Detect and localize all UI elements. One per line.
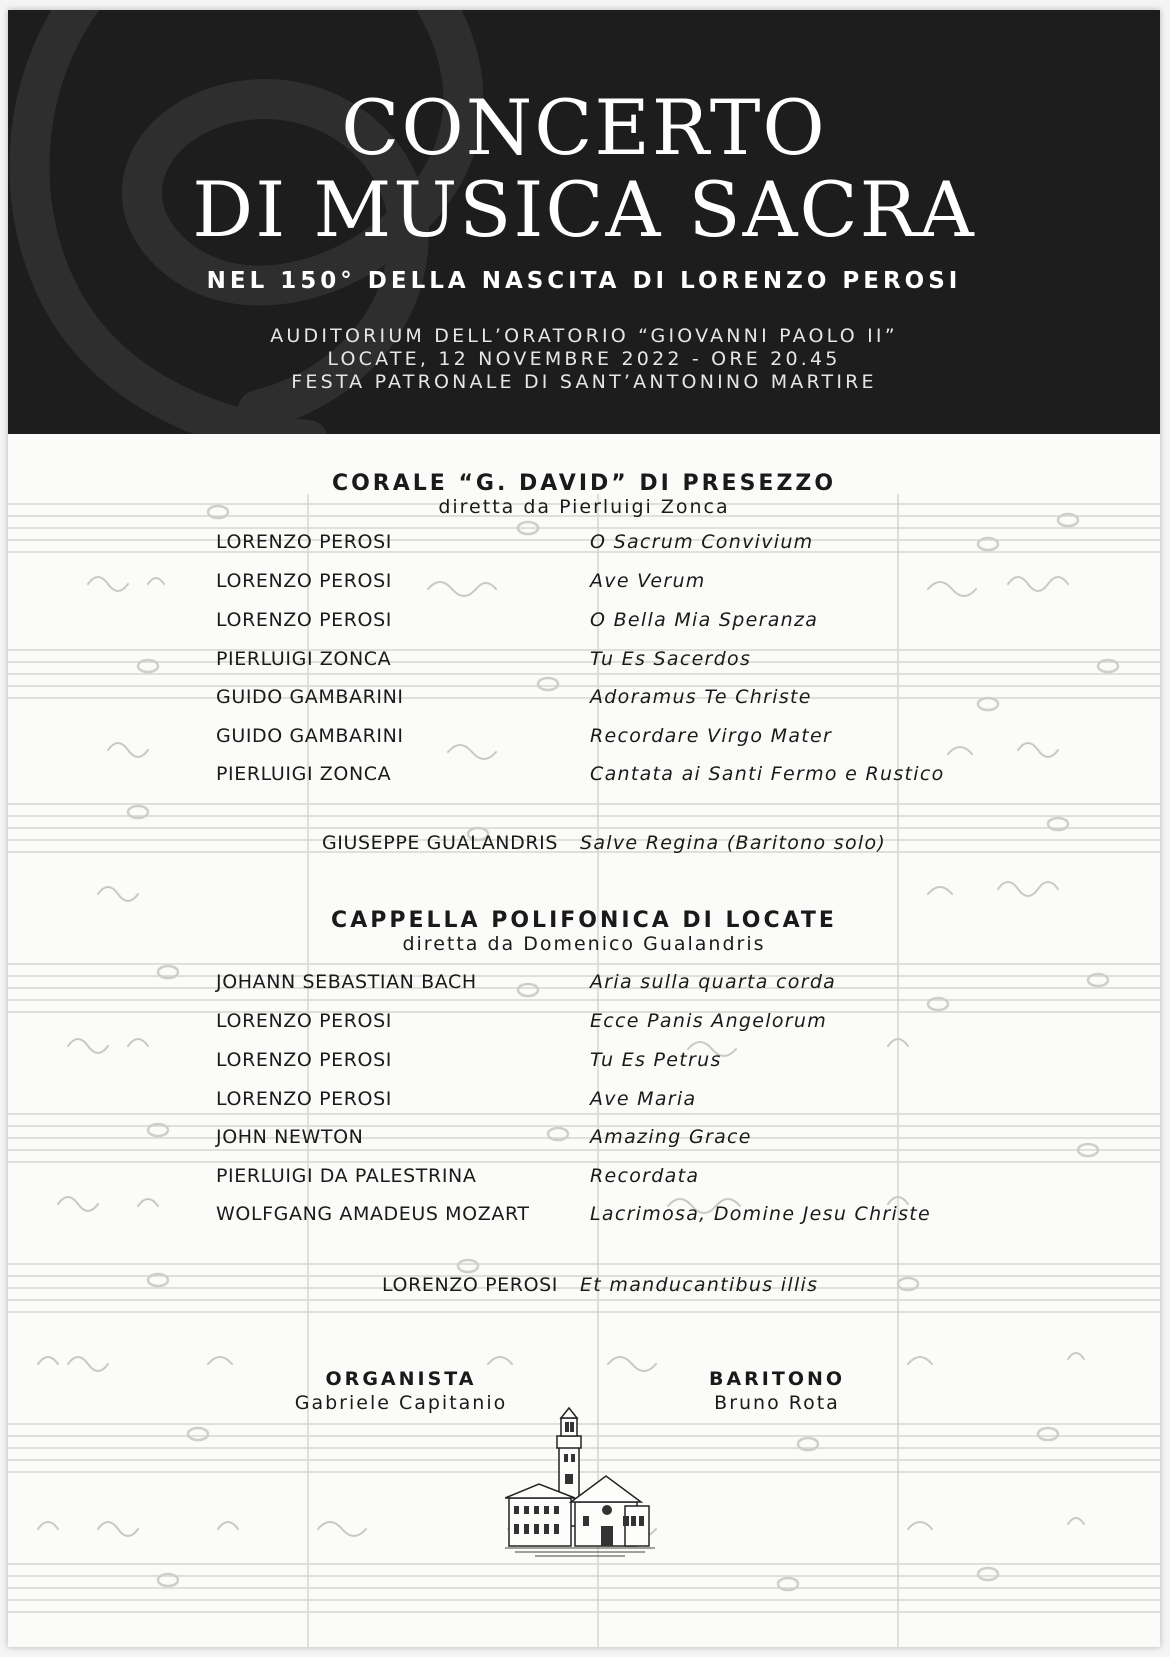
piece: O Bella Mia Speranza (590, 609, 819, 631)
program-row (8, 971, 1160, 997)
piece: Tu Es Petrus (590, 1049, 722, 1071)
organist-role: ORGANISTA (325, 1368, 477, 1390)
program-row (8, 1203, 1160, 1229)
composer: GUIDO GAMBARINI (216, 686, 404, 708)
composer: LORENZO PEROSI (216, 1088, 392, 1110)
section1-title: CORALE “G. DAVID” DI PRESEZZO (331, 471, 837, 496)
composer: GUIDO GAMBARINI (216, 725, 404, 747)
title-line-2: DI MUSICA SACRA (192, 165, 976, 254)
composer: LORENZO PEROSI (216, 531, 392, 553)
piece: Tu Es Sacerdos (590, 648, 752, 670)
section2-subtitle: diretta da Domenico Gualandris (402, 933, 766, 955)
piece: Cantata ai Santi Fermo e Rustico (590, 763, 945, 785)
composer: PIERLUIGI DA PALESTRINA (216, 1165, 477, 1187)
piece: Aria sulla quarta corda (590, 971, 837, 993)
venue-line-2: LOCATE, 12 NOVEMBRE 2022 - ORE 20.45 (327, 348, 841, 370)
baritone-role: BARITONO (708, 1368, 846, 1390)
flyer-sheet (8, 10, 1160, 1647)
piece: Salve Regina (Baritono solo) (580, 832, 887, 854)
program-row (8, 1049, 1160, 1075)
composer: LORENZO PEROSI (216, 1049, 392, 1071)
section2-title: CAPPELLA POLIFONICA DI LOCATE (331, 908, 837, 933)
program-row (8, 1165, 1160, 1191)
program-row (8, 648, 1160, 674)
section1-subtitle: diretta da Pierluigi Zonca (438, 496, 730, 518)
composer: JOHANN SEBASTIAN BACH (216, 971, 477, 993)
venue-line-1: AUDITORIUM DELL’ORATORIO “GIOVANNI PAOLO II” (270, 325, 898, 347)
organist-name: Gabriele Capitanio (294, 1392, 508, 1414)
piece: Adoramus Te Christe (590, 686, 812, 708)
piece: Amazing Grace (590, 1126, 752, 1148)
program-row (8, 1088, 1160, 1114)
program-row (8, 1126, 1160, 1152)
composer: LORENZO PEROSI (216, 570, 392, 592)
piece: Lacrimosa, Domine Jesu Christe (590, 1203, 932, 1225)
piece: Ecce Panis Angelorum (590, 1010, 828, 1032)
program-row (8, 570, 1160, 596)
composer: WOLFGANG AMADEUS MOZART (216, 1203, 530, 1225)
title-line-1: CONCERTO (341, 83, 827, 172)
subtitle: NEL 150° DELLA NASCITA DI LORENZO PEROSI (206, 268, 962, 294)
program-row (8, 725, 1160, 751)
piece: Recordata (590, 1165, 700, 1187)
program-row (8, 531, 1160, 557)
composer: LORENZO PEROSI (382, 1274, 558, 1296)
composer: LORENZO PEROSI (216, 1010, 392, 1032)
program-row (8, 609, 1160, 635)
composer: PIERLUIGI ZONCA (216, 763, 392, 785)
piece: Recordare Virgo Mater (590, 725, 833, 747)
header-band (8, 10, 1160, 434)
piece: Ave Maria (590, 1088, 697, 1110)
program-row (8, 763, 1160, 789)
piece: O Sacrum Convivium (590, 531, 814, 553)
baritone-name: Bruno Rota (714, 1392, 840, 1414)
solo-row (8, 832, 1160, 858)
venue-line-3: FESTA PATRONALE DI SANT’ANTONINO MARTIRE (291, 371, 877, 393)
solo-row (8, 1274, 1160, 1300)
piece: Ave Verum (590, 570, 706, 592)
church-illustration-icon (505, 1406, 655, 1558)
composer: JOHN NEWTON (216, 1126, 364, 1148)
piece: Et manducantibus illis (580, 1274, 819, 1296)
composer: PIERLUIGI ZONCA (216, 648, 392, 670)
composer: GIUSEPPE GUALANDRIS (321, 832, 558, 854)
composer: LORENZO PEROSI (216, 609, 392, 631)
program-row (8, 686, 1160, 712)
program-row (8, 1010, 1160, 1036)
